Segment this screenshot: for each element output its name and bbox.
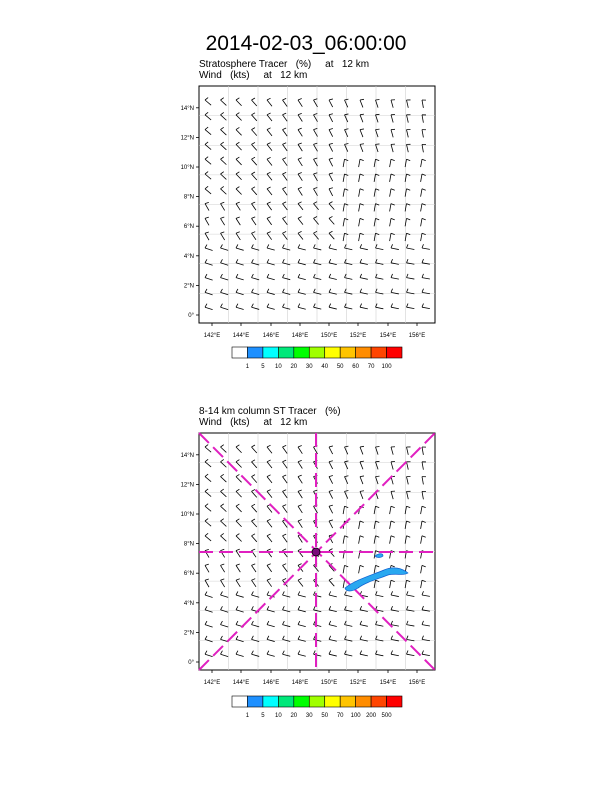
x-tick-label: 154°E <box>379 680 397 686</box>
colorbar-box <box>371 696 386 707</box>
colorbar-box <box>340 696 355 707</box>
colorbar-box <box>278 347 293 358</box>
colorbar-label: 1 <box>245 713 250 719</box>
storm-center-marker <box>312 548 320 556</box>
colorbar-label: 40 <box>321 364 329 370</box>
y-tick-label: 4°N <box>183 600 194 607</box>
panel2-title-wind: Wind (kts) at 12 km <box>199 417 308 428</box>
colorbar-label: 10 <box>275 713 282 719</box>
x-tick-label: 142°E <box>203 680 221 686</box>
colorbar-label: 100 <box>381 364 392 370</box>
colorbar-box <box>371 347 386 358</box>
colorbar-box <box>325 696 340 707</box>
colorbar-label: 20 <box>290 713 298 719</box>
panel-1 <box>181 86 435 370</box>
panel-2 <box>181 433 435 719</box>
x-tick-label: 144°E <box>232 333 250 339</box>
y-tick-label: 2°N <box>183 283 194 290</box>
x-tick-label: 148°E <box>291 680 309 686</box>
colorbar-box <box>387 696 402 707</box>
colorbar-label: 1 <box>245 364 250 370</box>
x-tick-label: 144°E <box>232 680 250 686</box>
y-tick-label: 12°N <box>180 135 194 142</box>
colorbar-label: 500 <box>381 713 392 719</box>
y-tick-label: 2°N <box>183 630 194 637</box>
y-tick-label: 8°N <box>183 194 194 201</box>
colorbar-box <box>309 696 324 707</box>
colorbar-box <box>263 696 278 707</box>
x-tick-label: 156°E <box>408 680 426 686</box>
colorbar-box <box>340 347 355 358</box>
figure-title: 2014-02-03_06:00:00 <box>205 32 407 55</box>
colorbar-label: 60 <box>352 364 359 370</box>
colorbar-label: 50 <box>336 364 344 370</box>
x-tick-label: 148°E <box>291 333 309 339</box>
y-tick-label: 10°N <box>180 512 194 518</box>
x-tick-label: 152°E <box>349 333 367 339</box>
colorbar-box <box>278 696 293 707</box>
y-tick-label: 10°N <box>180 165 194 171</box>
colorbar-box <box>294 696 309 707</box>
y-tick-label: 6°N <box>183 224 194 231</box>
x-tick-label: 150°E <box>320 680 338 686</box>
colorbar-box <box>232 347 247 358</box>
colorbar-box <box>232 696 247 707</box>
y-tick-label: 8°N <box>183 541 194 548</box>
colorbar-box <box>356 347 371 358</box>
colorbar-box <box>294 347 309 358</box>
panel1-title-wind: Wind (kts) at 12 km <box>199 70 308 81</box>
colorbar-box <box>356 696 371 707</box>
colorbar-box <box>387 347 402 358</box>
colorbar-label: 5 <box>261 364 265 370</box>
colorbar-label: 70 <box>367 364 375 370</box>
colorbar-box <box>247 347 262 358</box>
colorbar-box <box>325 347 340 358</box>
x-tick-label: 146°E <box>262 680 280 686</box>
y-tick-label: 0° <box>188 660 194 666</box>
colorbar-label: 20 <box>290 364 298 370</box>
y-tick-label: 14°N <box>180 105 194 112</box>
x-tick-label: 142°E <box>203 333 221 339</box>
panel2-title-tracer: 8-14 km column ST Tracer (%) <box>199 406 341 417</box>
y-tick-label: 4°N <box>183 253 194 260</box>
colorbar-box <box>309 347 324 358</box>
panel1-title-tracer: Stratosphere Tracer (%) at 12 km <box>199 59 370 70</box>
colorbar-box <box>247 696 262 707</box>
x-tick-label: 152°E <box>349 680 367 686</box>
y-tick-label: 12°N <box>180 482 194 489</box>
x-tick-label: 156°E <box>408 333 426 339</box>
colorbar-label: 5 <box>261 713 265 719</box>
colorbar-label: 200 <box>366 713 377 719</box>
colorbar-label: 70 <box>336 713 344 719</box>
y-tick-label: 14°N <box>180 452 194 459</box>
colorbar-label: 30 <box>305 364 313 370</box>
colorbar-box <box>263 347 278 358</box>
y-tick-label: 0° <box>188 313 194 319</box>
y-tick-label: 6°N <box>183 571 194 578</box>
x-tick-label: 154°E <box>379 333 397 339</box>
x-tick-label: 146°E <box>262 333 280 339</box>
colorbar-label: 30 <box>305 713 313 719</box>
colorbar-label: 10 <box>275 364 282 370</box>
x-tick-label: 150°E <box>320 333 338 339</box>
colorbar-label: 50 <box>321 713 329 719</box>
colorbar-label: 100 <box>350 713 361 719</box>
